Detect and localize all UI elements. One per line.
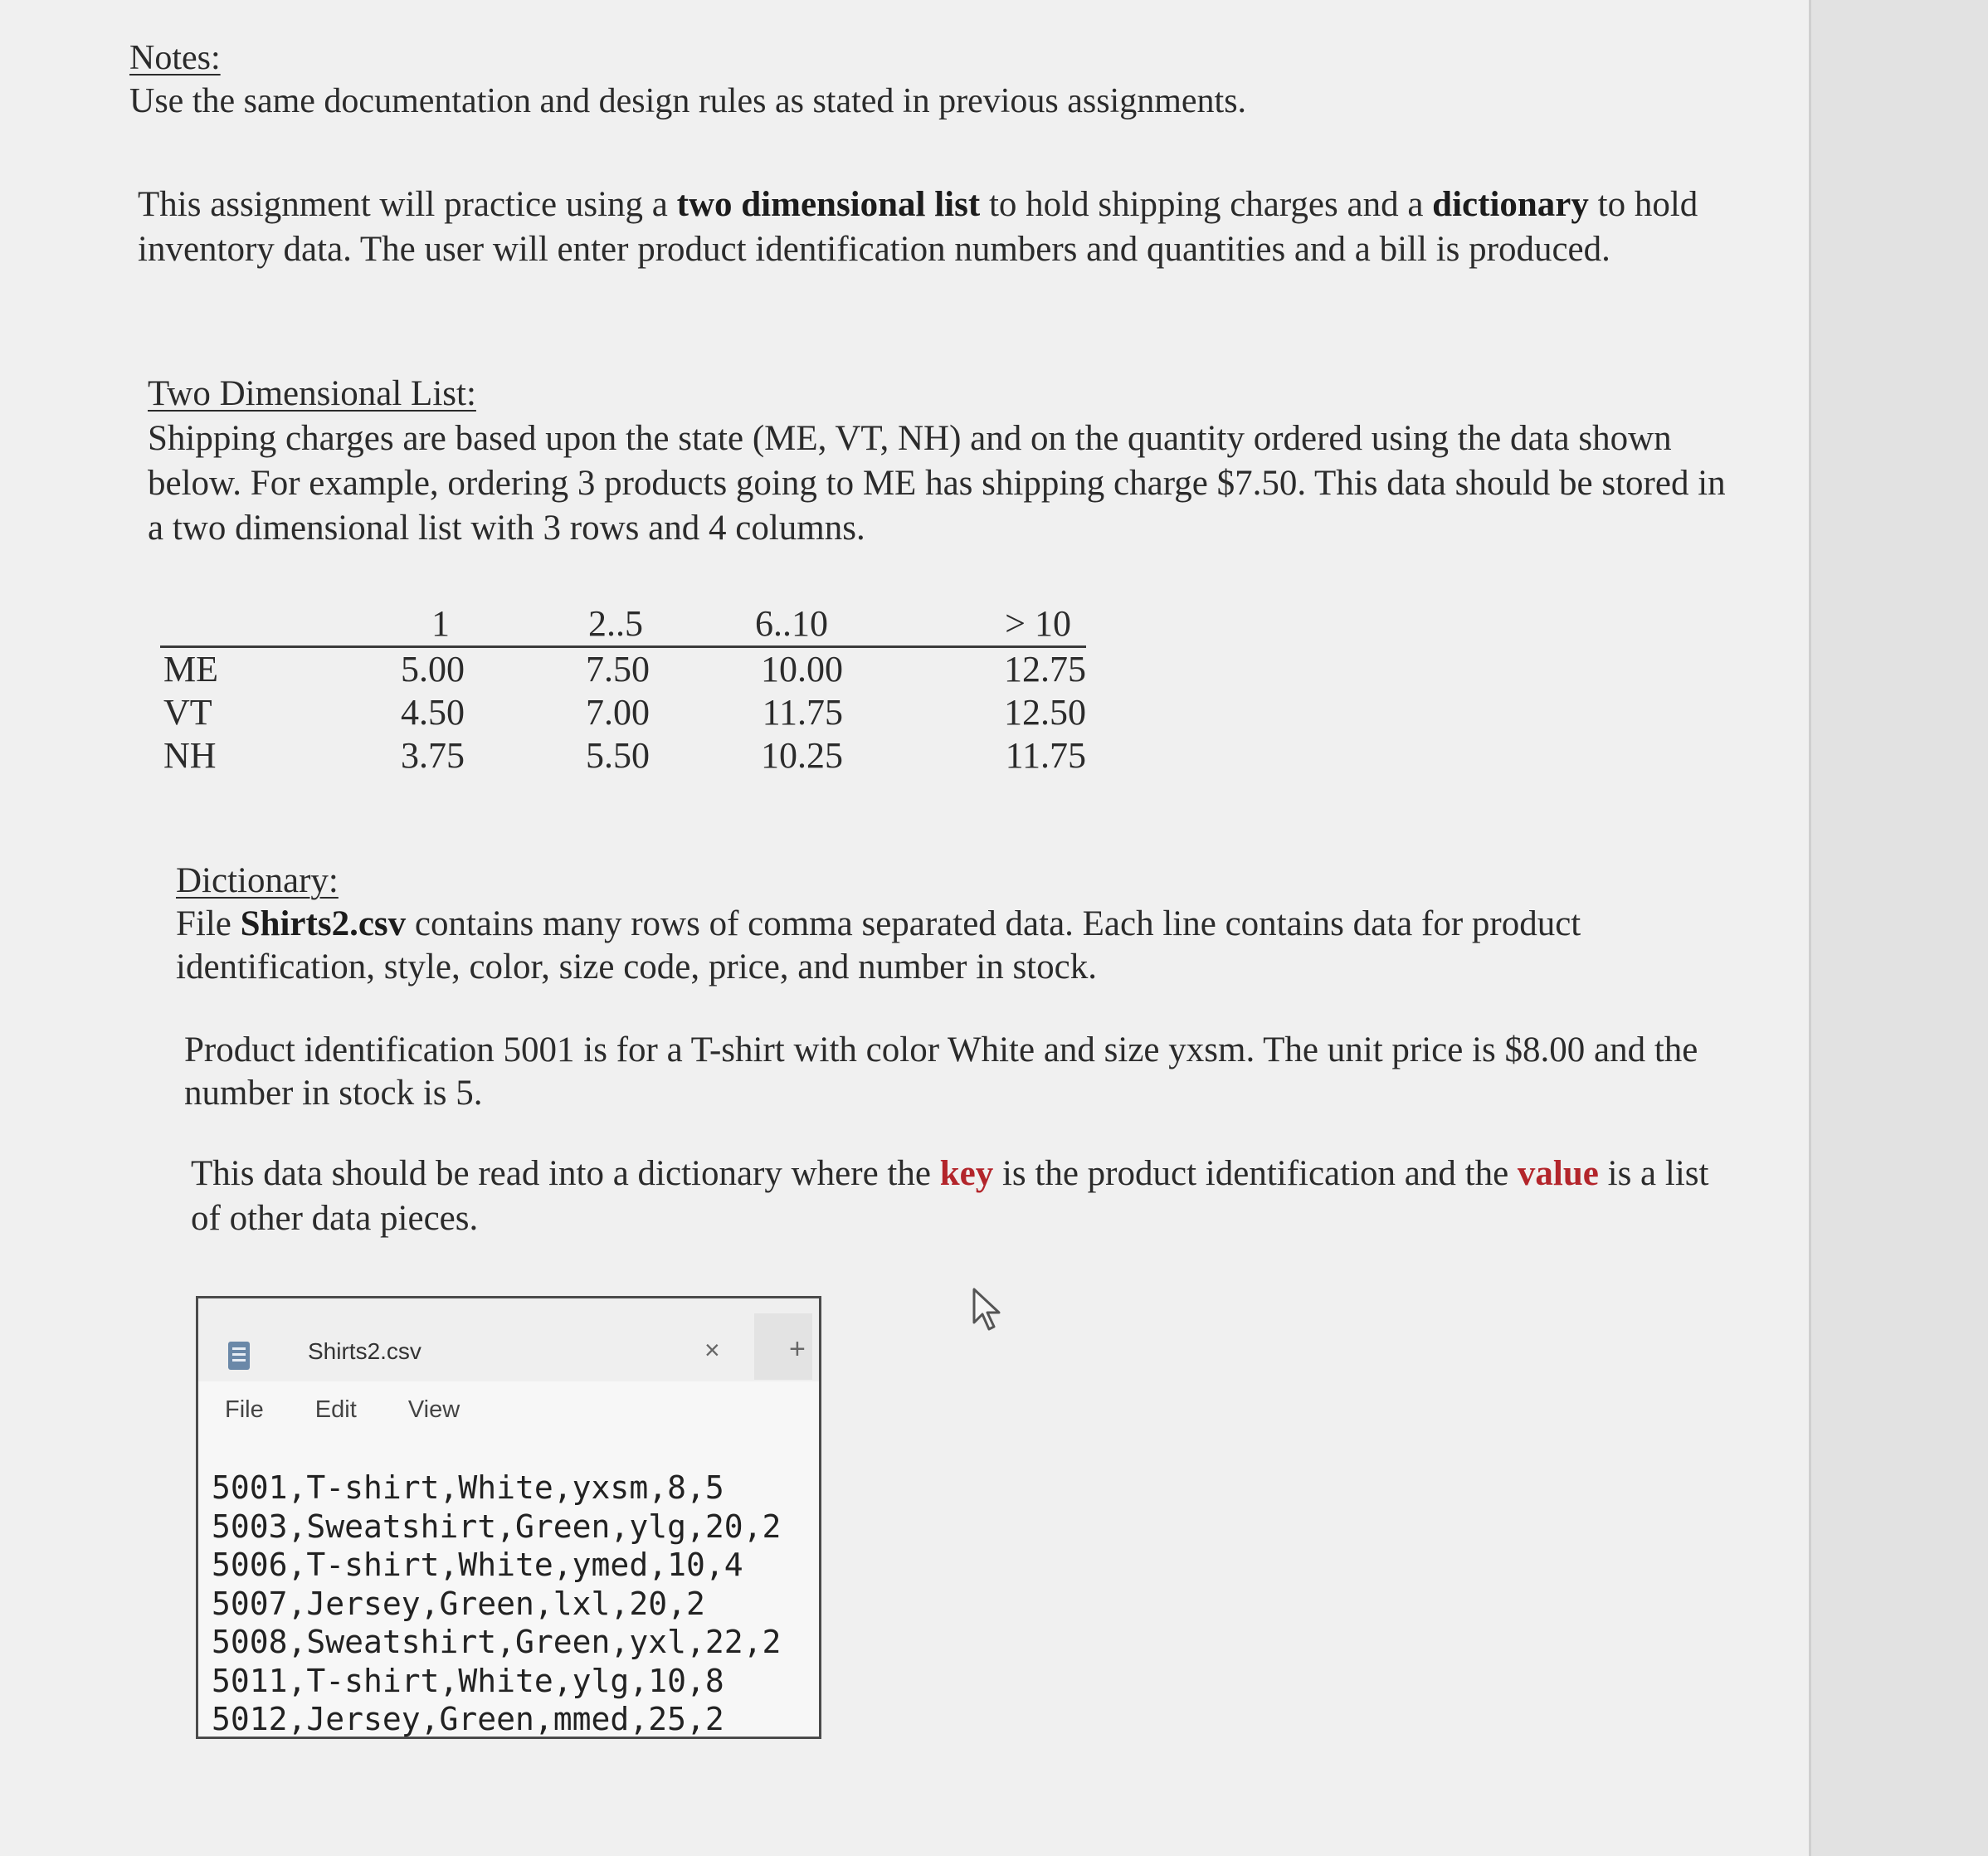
kv-text-b: is the product identification and the xyxy=(993,1154,1518,1193)
table-row xyxy=(160,734,1086,777)
table-row xyxy=(160,647,1086,692)
column-header: > 10 xyxy=(843,602,1086,647)
csv-line: 5007,Jersey,Green,lxl,20,2 xyxy=(212,1585,705,1622)
notepad-titlebar xyxy=(198,1298,819,1381)
table-cell: 10.00 xyxy=(761,649,843,689)
table-cell: 12.50 xyxy=(1004,692,1086,733)
row-state-label: VT xyxy=(163,692,212,733)
shipping-charges-table xyxy=(160,602,1086,777)
two-dim-section xyxy=(148,372,1741,551)
intro-text-3: to hold inventory data. The user will enter product identification numbers and quantities and a bill is produced. xyxy=(138,185,1698,269)
product-example-text: Product identification 5001 is for a T-shirt with color White and size yxsm. The unit price is $8.00 and the number in stock is 5. xyxy=(184,1030,1698,1113)
table-cell: 5.00 xyxy=(401,649,465,689)
notepad-icon xyxy=(228,1342,250,1370)
notepad-menu-bar xyxy=(225,1396,504,1424)
table-row xyxy=(160,691,1086,734)
notes-section xyxy=(129,37,1706,123)
column-header: 1 xyxy=(342,602,465,647)
menu-file[interactable]: File xyxy=(225,1396,264,1423)
new-tab-icon[interactable]: + xyxy=(789,1333,806,1365)
table-cell: 3.75 xyxy=(401,735,465,776)
csv-line: 5001,T-shirt,White,yxsm,8,5 xyxy=(212,1469,724,1506)
screen-right-margin xyxy=(1811,0,1988,1856)
table-cell: 10.25 xyxy=(761,735,843,776)
dictionary-text-1a: File xyxy=(176,904,241,943)
column-header: 2..5 xyxy=(465,602,650,647)
csv-line: 5006,T-shirt,White,ymed,10,4 xyxy=(212,1547,743,1583)
intro-bold-dictionary: dictionary xyxy=(1432,185,1589,224)
row-state-label: ME xyxy=(163,649,218,689)
row-state-label: NH xyxy=(163,735,217,776)
csv-line: 5012,Jersey,Green,mmed,25,2 xyxy=(212,1701,724,1737)
dictionary-key-value-paragraph xyxy=(191,1152,1742,1241)
close-tab-icon[interactable]: × xyxy=(704,1335,720,1365)
dictionary-heading: Dictionary: xyxy=(176,861,339,900)
menu-edit[interactable]: Edit xyxy=(314,1396,357,1423)
notes-text: Use the same documentation and design rules as stated in previous assignments. xyxy=(129,82,1247,120)
two-dim-heading: Two Dimensional List: xyxy=(148,374,476,413)
intro-paragraph xyxy=(138,183,1789,272)
dictionary-text-1b: contains many rows of comma separated data. Each line contains data for product identification, style, color, size code, price, and number in stock. xyxy=(176,904,1581,986)
table-cell: 7.00 xyxy=(586,692,650,733)
product-example-paragraph xyxy=(184,1029,1744,1115)
kv-text-c: is a list of other data pieces. xyxy=(191,1154,1709,1238)
notes-heading: Notes: xyxy=(129,39,221,77)
table-header-corner xyxy=(160,602,342,647)
two-dim-text: Shipping charges are based upon the state (ME, VT, NH) and on the quantity ordered using the data shown below. For example, ordering 3 products going to ME has shipping charge $7.50. This data should be stored in a two dimensional list with 3 rows and 4 columns. xyxy=(148,419,1726,548)
dictionary-filename: Shirts2.csv xyxy=(240,904,407,943)
table-header-row xyxy=(160,602,1086,647)
csv-line: 5008,Sweatshirt,Green,yxl,22,2 xyxy=(212,1624,782,1660)
intro-text-1: This assignment will practice using a xyxy=(138,185,677,224)
intro-text-2: to hold shipping charges and a xyxy=(980,185,1433,224)
notepad-tab-title[interactable]: Shirts2.csv xyxy=(308,1338,421,1364)
key-word: key xyxy=(939,1154,994,1193)
value-word: value xyxy=(1517,1154,1599,1193)
table-cell: 12.75 xyxy=(1004,649,1086,689)
intro-bold-two-dimensional-list: two dimensional list xyxy=(676,185,981,224)
mouse-pointer-icon xyxy=(971,1286,1009,1332)
table-cell: 5.50 xyxy=(586,735,650,776)
notepad-window xyxy=(196,1296,821,1739)
kv-text-a: This data should be read into a dictionary where the xyxy=(191,1154,940,1193)
table-cell: 11.75 xyxy=(1005,735,1086,776)
dictionary-section xyxy=(176,860,1736,989)
table-cell: 7.50 xyxy=(586,649,650,689)
csv-line: 5011,T-shirt,White,ylg,10,8 xyxy=(212,1662,724,1699)
csv-line: 5003,Sweatshirt,Green,ylg,20,2 xyxy=(212,1508,782,1545)
notepad-text-area[interactable] xyxy=(212,1469,781,1739)
table-cell: 4.50 xyxy=(401,692,465,733)
table-cell: 11.75 xyxy=(762,692,843,733)
column-header: 6..10 xyxy=(650,602,843,647)
menu-view[interactable]: View xyxy=(407,1396,460,1423)
